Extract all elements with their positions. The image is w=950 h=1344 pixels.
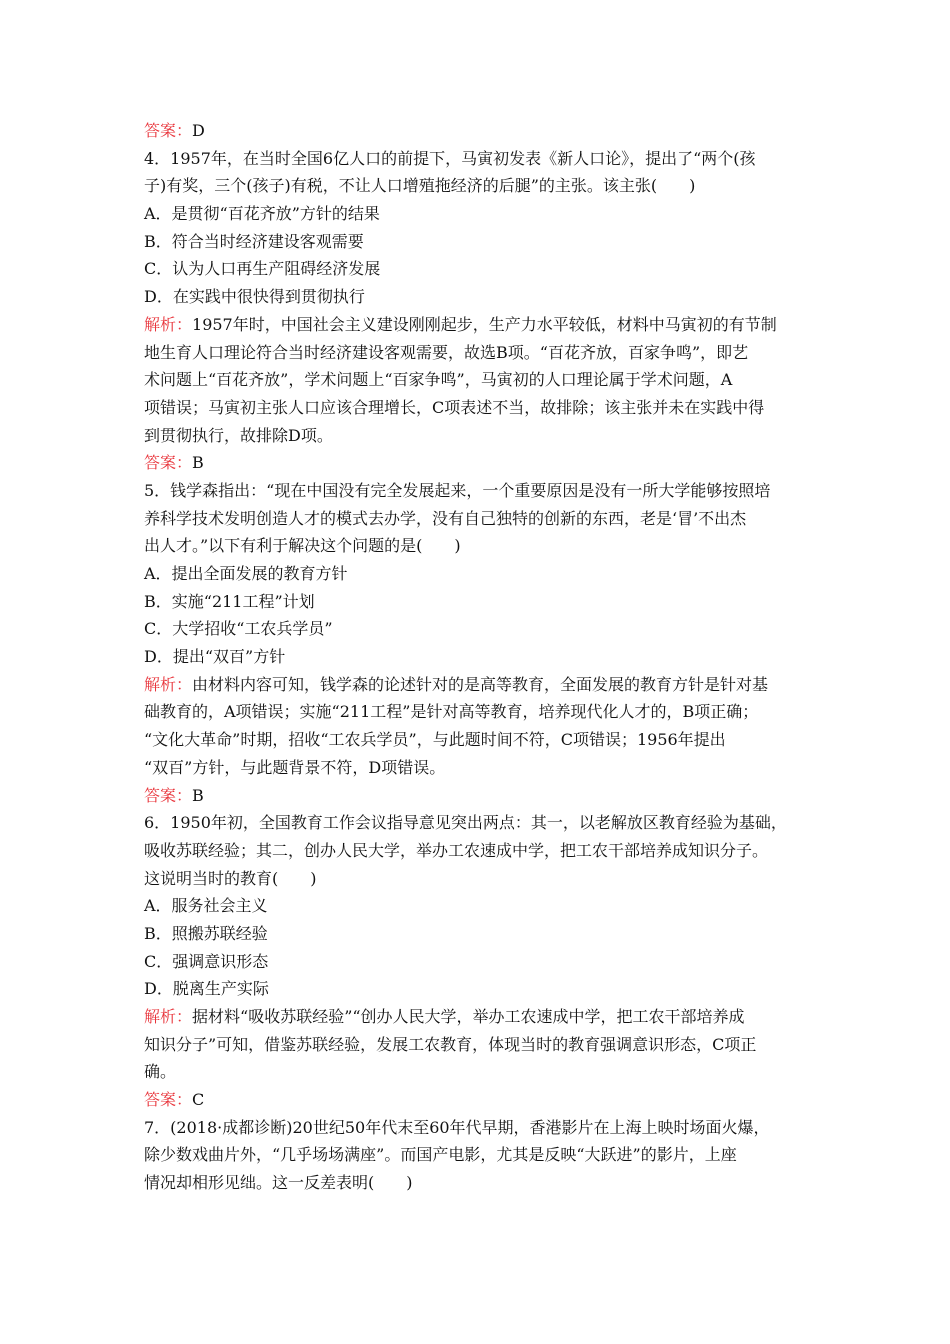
- answer-value: C: [192, 1090, 205, 1110]
- answer-line-q5: [144, 782, 816, 810]
- question-5-option-b: B．实施“211工程”计划: [144, 591, 315, 611]
- analysis-5-line-3: “文化大革命”时期，招收“工农兵学员”，与此题时间不符，C项错误；1956年提出: [144, 730, 726, 750]
- question-4-option-d: D．在实践中很快得到贯彻执行: [144, 287, 365, 307]
- answer-label: 答案：: [144, 785, 193, 805]
- analysis-4-line-1: [144, 311, 816, 339]
- question-4-line-2: 子)有奖，三个(孩子)有税，不让人口增殖拖经济的后腿”的主张。该主张( ): [144, 176, 696, 196]
- analysis-4-line-3: 术问题上“百花齐放”，学术问题上“百家争鸣”，马寅初的人口理论属于学术问题，A: [144, 370, 733, 390]
- answer-line-q3: [144, 117, 816, 145]
- analysis-5-line-1: [144, 671, 816, 699]
- question-4-line-1: 4．1957年，在当时全国6亿人口的前提下，马寅初发表《新人口论》，提出了“两个(孩: [144, 148, 756, 168]
- document-content: [144, 117, 816, 1197]
- question-7-line-3: 情况却相形见绌。这一反差表明( ): [144, 1173, 413, 1193]
- question-6-option-c: C．强调意识形态: [144, 951, 269, 971]
- question-5-option-a: A．提出全面发展的教育方针: [144, 564, 348, 583]
- analysis-6-line-3: 确。: [144, 1062, 177, 1082]
- question-4-option-c: C．认为人口再生产阻碍经济发展: [144, 259, 381, 279]
- answer-value: B: [192, 453, 204, 473]
- analysis-label: 解析：: [144, 674, 193, 694]
- analysis-5-line-2: 础教育的，A项错误；实施“211工程”是针对高等教育，培养现代化人才的，B项正确；: [144, 702, 759, 722]
- analysis-text: 由材料内容可知，钱学森的论述针对的是高等教育，全面发展的教育方针是针对基: [192, 674, 769, 694]
- question-6-line-2: 吸收苏联经验；其二，创办人民大学，举办工农速成中学，把工农干部培养成知识分子。: [144, 840, 769, 860]
- answer-label: 答案：: [144, 121, 193, 140]
- analysis-4-line-5: 到贯彻执行，故排除D项。: [144, 425, 333, 445]
- analysis-4-line-2: 地生育人口理论符合当时经济建设客观需要，故选B项。“百花齐放，百家争鸣”，即艺: [144, 342, 749, 362]
- analysis-6-line-2: 知识分子”可知，借鉴苏联经验，发展工农教育，体现当时的教育强调意识形态，C项正: [144, 1034, 757, 1054]
- analysis-label: 解析：: [144, 314, 193, 334]
- analysis-6-line-1: [144, 1003, 816, 1031]
- question-7-line-1: 7．(2018·成都诊断)20世纪50年代末至60年代早期，香港影片在上海上映时场面火爆，: [144, 1117, 770, 1137]
- answer-label: 答案：: [144, 453, 193, 473]
- analysis-5-line-4: “双百”方针，与此题背景不符，D项错误。: [144, 757, 446, 777]
- question-5-line-2: 养科学技术发明创造人才的模式去办学，没有自己独特的创新的东西，老是‘冒’不出杰: [144, 508, 747, 528]
- answer-line-q4: [144, 449, 816, 477]
- question-6-option-a: A．服务社会主义: [144, 896, 268, 916]
- answer-label: 答案：: [144, 1090, 193, 1110]
- question-4-option-a: A．是贯彻“百花齐放”方针的结果: [144, 204, 380, 224]
- analysis-label: 解析：: [144, 1007, 193, 1026]
- question-5-option-c: C．大学招收“工农兵学员”: [144, 619, 333, 639]
- analysis-text: 1957年时，中国社会主义建设刚刚起步，生产力水平较低，材料中马寅初的有节制: [192, 314, 777, 334]
- answer-value: B: [192, 785, 204, 805]
- question-5-line-1: 5．钱学森指出：“现在中国没有完全发展起来，一个重要原因是没有一所大学能够按照培: [144, 480, 771, 500]
- question-6-option-b: B．照搬苏联经验: [144, 923, 268, 943]
- question-6-option-d: D．脱离生产实际: [144, 979, 269, 999]
- analysis-text: 据材料“吸收苏联经验”“创办人民大学，举办工农速成中学，把工农干部培养成: [192, 1007, 745, 1026]
- question-5-line-3: 出人才。”以下有利于解决这个问题的是( ): [144, 536, 461, 556]
- question-4-option-b: B．符合当时经济建设客观需要: [144, 231, 364, 251]
- question-7-line-2: 除少数戏曲片外，“几乎场场满座”。而国产电影，尤其是反映“大跃进”的影片，上座: [144, 1145, 737, 1165]
- question-6-line-3: 这说明当时的教育( ): [144, 868, 317, 888]
- analysis-4-line-4: 项错误；马寅初主张人口应该合理增长，C项表述不当，故排除；该主张并未在实践中得: [144, 397, 765, 417]
- answer-line-q6: [144, 1086, 816, 1114]
- question-5-option-d: D．提出“双百”方针: [144, 647, 286, 667]
- question-6-line-1: 6．1950年初，全国教育工作会议指导意见突出两点：其一，以老解放区教育经验为基础，: [144, 813, 787, 833]
- answer-value: D: [192, 121, 205, 140]
